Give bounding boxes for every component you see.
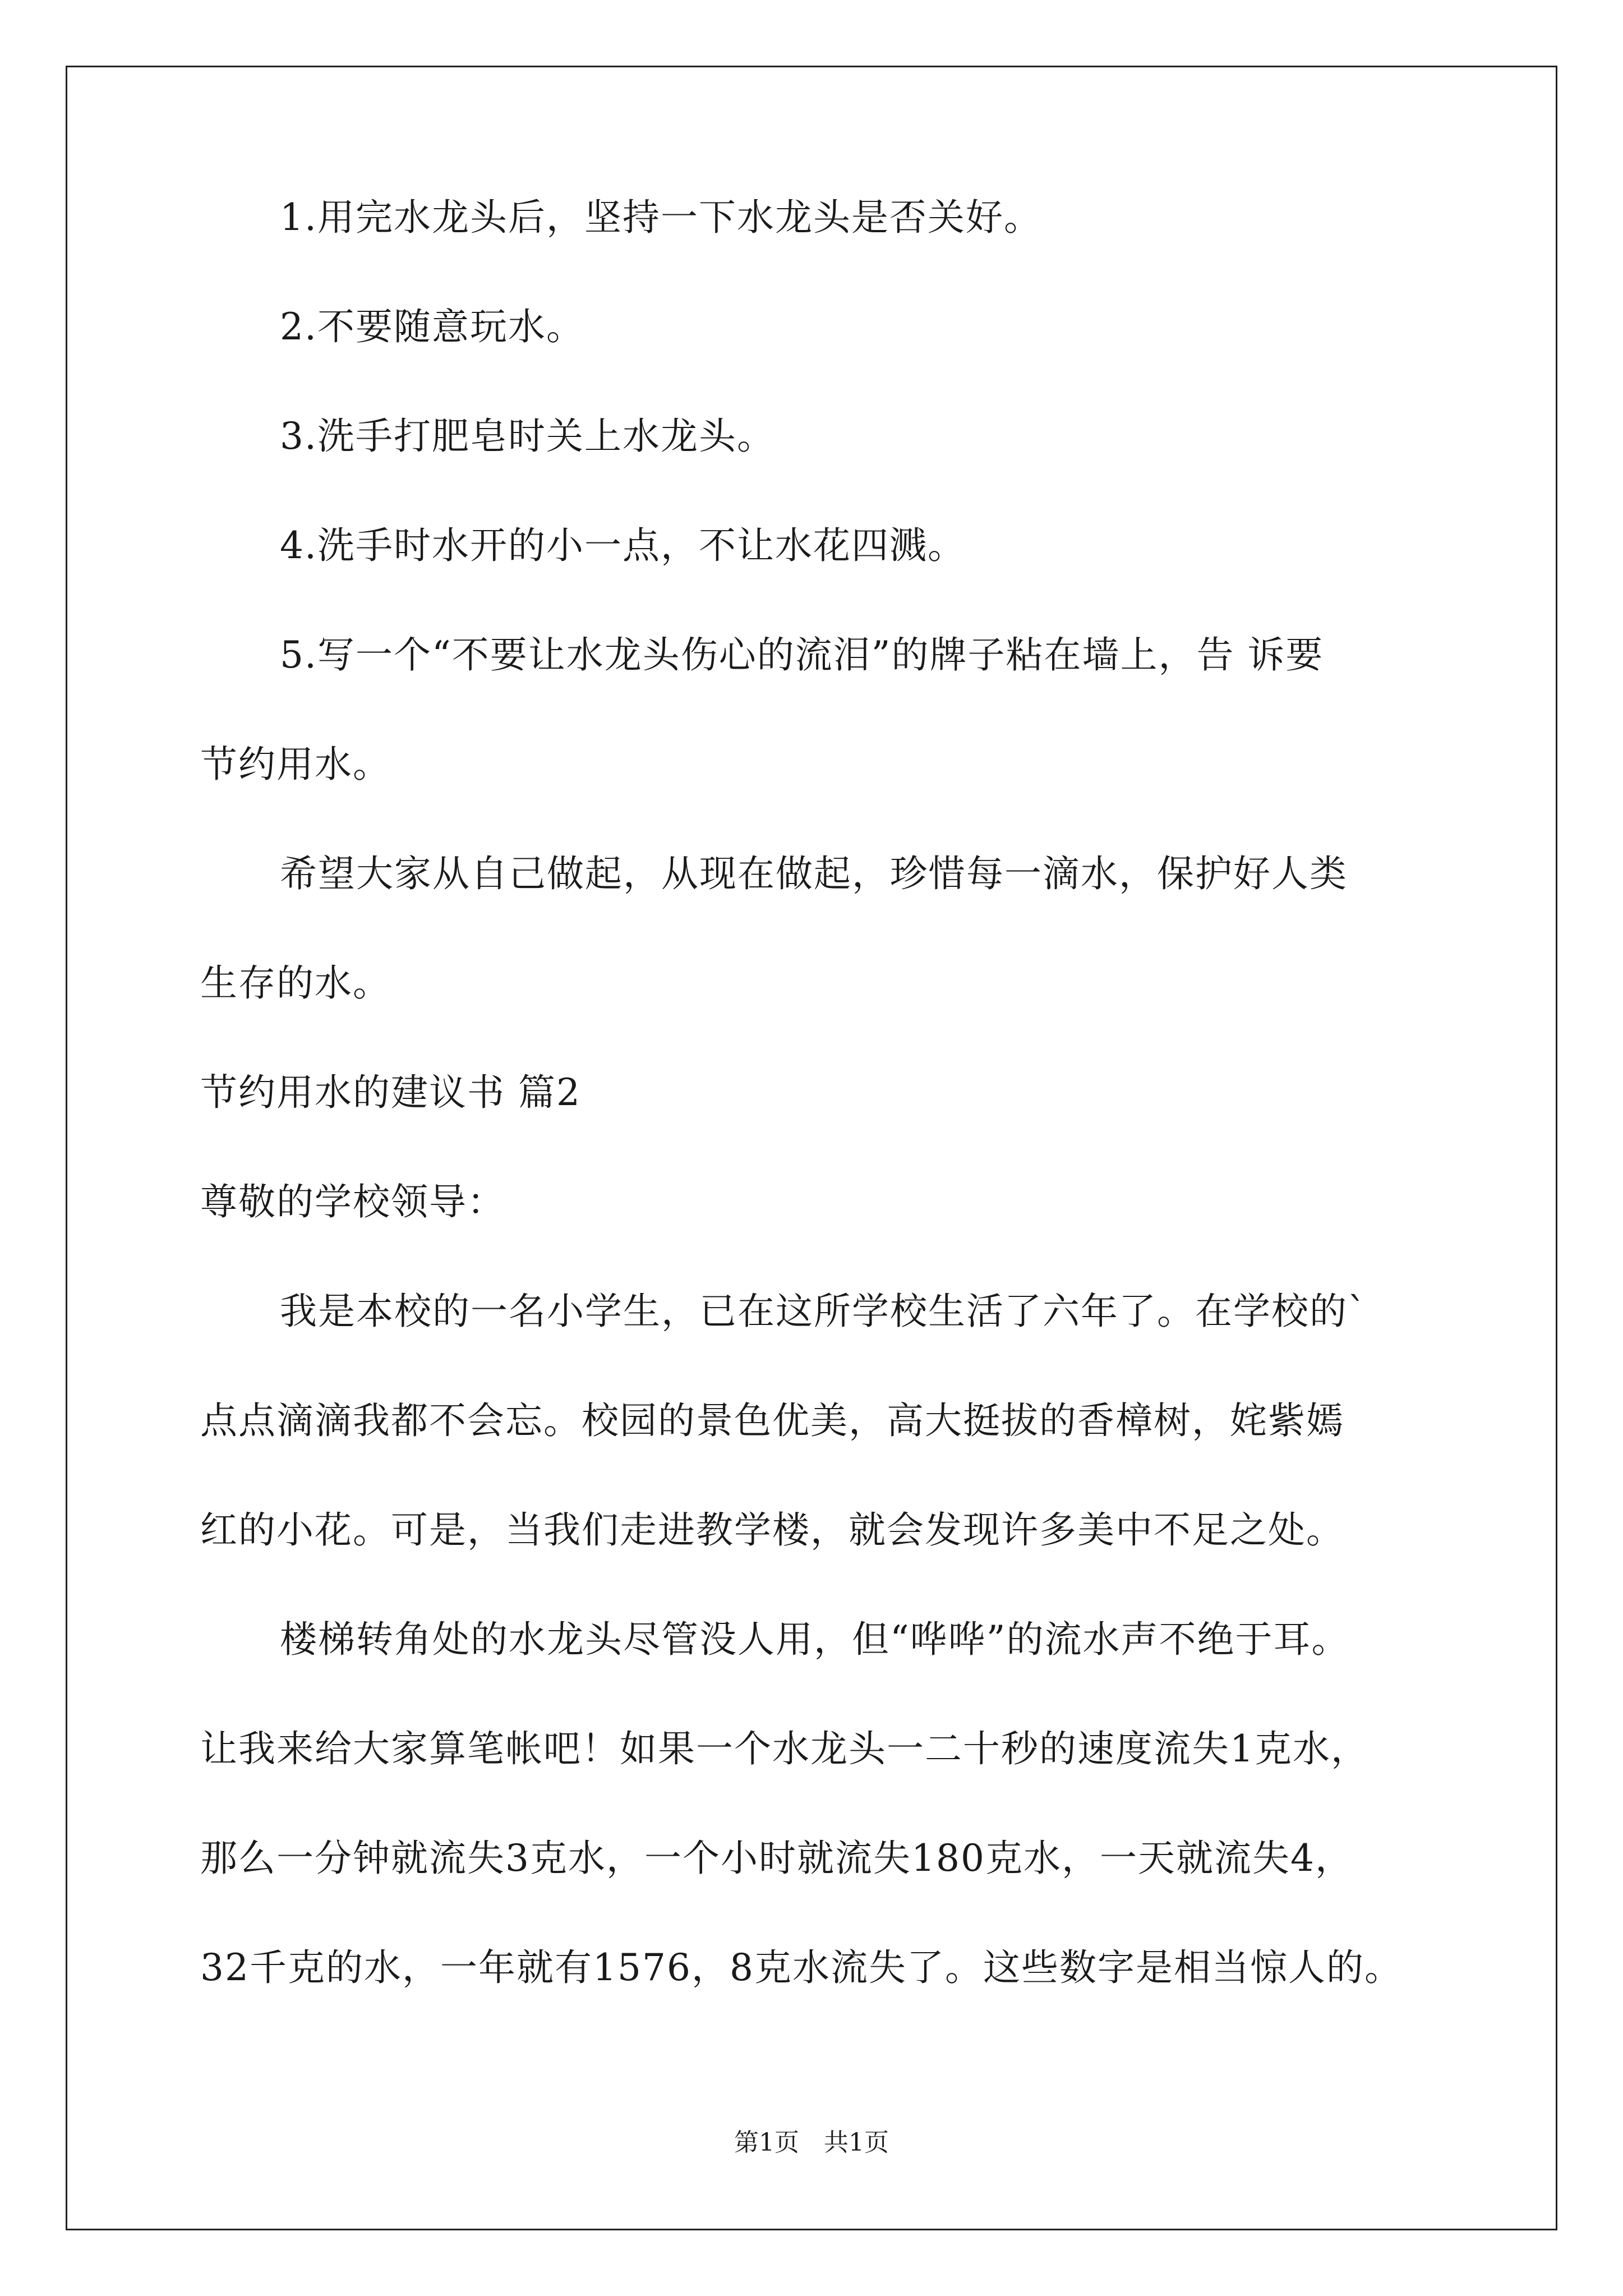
body-paragraph-line: 32千克的水，一年就有1576，8克水流失了。这些数字是相当惊人的。	[200, 1946, 1403, 1989]
list-item-4: 4.洗手时水开的小一点，不让水花四溅。	[280, 524, 966, 567]
body-paragraph-line: 我是本校的一名小学生，已在这所学校生活了六年了。在学校的`	[280, 1290, 1367, 1333]
page-number-footer: 第1页 共1页	[734, 2128, 889, 2157]
body-paragraph-line: 那么一分钟就流失3克水，一个小时就流失180克水，一天就流失4，	[200, 1837, 1353, 1880]
salutation: 尊敬的学校领导：	[200, 1180, 505, 1223]
body-paragraph-line: 红的小花。可是，当我们走进教学楼，就会发现许多美中不足之处。	[200, 1508, 1344, 1552]
body-paragraph-line: 楼梯转角处的水龙头尽管没人用，但“哗哗”的流水声不绝于耳。	[280, 1618, 1350, 1661]
page-frame	[66, 66, 1557, 2230]
list-item-5-continued: 节约用水。	[200, 743, 391, 786]
list-item-3: 3.洗手打肥皂时关上水龙头。	[280, 415, 775, 458]
closing-paragraph-continued: 生存的水。	[200, 961, 391, 1005]
list-item-5: 5.写一个“不要让水龙头伤心的流泪”的牌子粘在墙上，告 诉要	[280, 633, 1324, 677]
list-item-2: 2.不要随意玩水。	[280, 305, 584, 348]
body-paragraph-line: 让我来给大家算笔帐吧！如果一个水龙头一二十秒的速度流失1克水，	[200, 1727, 1369, 1770]
body-paragraph-line: 点点滴滴我都不会忘。校园的景色优美，高大挺拔的香樟树，姹紫嫣	[200, 1399, 1344, 1442]
closing-paragraph: 希望大家从自己做起，从现在做起，珍惜每一滴水，保护好人类	[280, 852, 1348, 895]
list-item-1: 1.用完水龙头后，坚持一下水龙头是否关好。	[280, 196, 1042, 239]
section-heading: 节约用水的建议书 篇2	[200, 1071, 581, 1114]
